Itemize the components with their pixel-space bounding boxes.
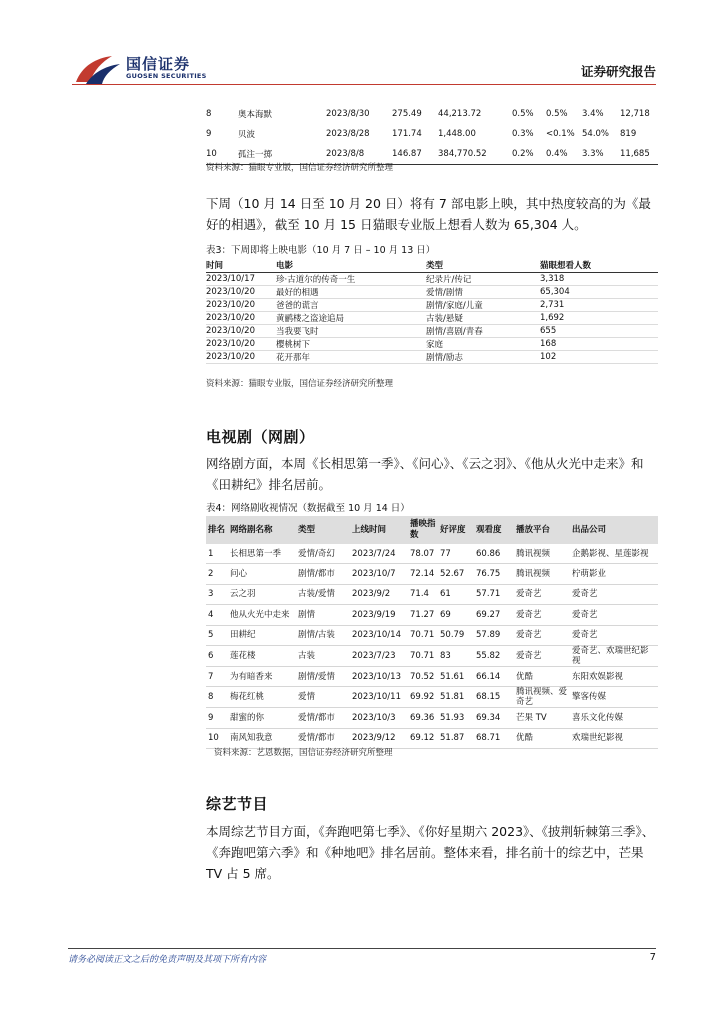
- table-cell: 69.36: [408, 708, 438, 728]
- column-header: 播放平台: [514, 516, 570, 544]
- table-cell: 71.27: [408, 605, 438, 625]
- table-row: [206, 605, 658, 625]
- table-cell: 问心: [228, 564, 296, 584]
- table-cell: 剧情/爱情: [296, 666, 350, 686]
- column-header: 排名: [206, 516, 228, 544]
- column-header: 好评度: [438, 516, 474, 544]
- logo-english-name: GUOSEN SECURITIES: [126, 72, 207, 80]
- table-row: [206, 124, 658, 144]
- table-cell: 2023/10/11: [350, 687, 408, 708]
- table-cell: <0.1%: [546, 129, 575, 139]
- table-cell: 甜蜜的你: [228, 708, 296, 728]
- table-cell: 4: [206, 605, 228, 625]
- table-cell: 69: [438, 605, 474, 625]
- table-cell: 61: [438, 584, 474, 604]
- table-cell: 2023/7/23: [350, 645, 408, 666]
- logo-mark-icon: [72, 52, 122, 86]
- table-cell: 腾讯视频: [514, 564, 570, 584]
- table-cell: 0.2%: [512, 149, 534, 159]
- table4-source: 资料来源：艺恩数据，国信证券经济研究所整理: [214, 748, 393, 758]
- table-row: [206, 299, 658, 312]
- table-cell: 剧情/家庭/儿童: [426, 299, 540, 312]
- table-cell: 剧情: [296, 605, 350, 625]
- table-cell: 51.61: [438, 666, 474, 686]
- table-cell: 古装/悬疑: [426, 312, 540, 325]
- table-cell: 樱桃树下: [276, 338, 426, 351]
- table-cell: 55.82: [474, 645, 514, 666]
- table-cell: 欢瑞世纪影视: [570, 728, 658, 748]
- table-cell: 优酷: [514, 728, 570, 748]
- table-cell: 69.27: [474, 605, 514, 625]
- table-cell: 76.75: [474, 564, 514, 584]
- table-row: [206, 273, 658, 286]
- table-cell: 5: [206, 625, 228, 645]
- table-cell: 0.5%: [512, 109, 534, 119]
- table-cell: 2023/10/7: [350, 564, 408, 584]
- table-row: [206, 645, 658, 666]
- table-cell: 9: [206, 129, 212, 139]
- variety-section-paragraph: 本周综艺节目方面，《奔跑吧第七季》、《你好星期六 2023》、《披荆斩棘第三季》、《奔跑吧第六季》和《种地吧》排名居前。整体来看，排名前十的综艺中，芒果 TV 占 5 席。: [206, 824, 655, 881]
- table-cell: 云之羽: [228, 584, 296, 604]
- table-cell: 0.3%: [512, 129, 534, 139]
- table-cell: 古装/爱情: [296, 584, 350, 604]
- table-cell: 爱奇艺、欢瑞世纪影视: [570, 645, 658, 666]
- footer-disclaimer: 请务必阅读正文之后的免责声明及其项下所有内容: [68, 955, 267, 965]
- table-cell: 爱情/剧情: [426, 286, 540, 299]
- table-row: [206, 286, 658, 299]
- table-row: [206, 338, 658, 351]
- table-cell: 54.0%: [582, 129, 610, 139]
- table-cell: 69.12: [408, 728, 438, 748]
- table-row: [206, 666, 658, 686]
- tv-section-title: 电视剧（网剧）: [206, 428, 315, 446]
- table-cell: 3: [206, 584, 228, 604]
- column-header: 播映指数: [408, 516, 438, 544]
- table-cell: 爸爸的谎言: [276, 299, 426, 312]
- column-header: 类型: [426, 258, 540, 273]
- table-cell: 51.81: [438, 687, 474, 708]
- table-cell: 纪录片/传记: [426, 273, 540, 286]
- column-header: 出品公司: [570, 516, 658, 544]
- table-cell: 爱奇艺: [514, 584, 570, 604]
- table-cell: 83: [438, 645, 474, 666]
- table-cell: 喜乐文化传媒: [570, 708, 658, 728]
- table-cell: 为有暗香来: [228, 666, 296, 686]
- table-cell: 8: [206, 109, 212, 119]
- table-cell: 田耕纪: [228, 625, 296, 645]
- web-drama-ratings-table: [206, 516, 658, 749]
- table-cell: 168: [540, 338, 658, 351]
- page-number: 7: [649, 952, 656, 963]
- table-cell: 77: [438, 544, 474, 564]
- table-cell: 南风知我意: [228, 728, 296, 748]
- table-cell: 2023/10/20: [206, 312, 276, 325]
- table-cell: 长相思第一季: [228, 544, 296, 564]
- table-cell: 44,213.72: [438, 109, 482, 119]
- table-cell: 3.4%: [582, 109, 604, 119]
- table-cell: 171.74: [392, 129, 422, 139]
- table-cell: 他从火光中走来: [228, 605, 296, 625]
- table-cell: 0.4%: [546, 149, 568, 159]
- table-cell: 66.14: [474, 666, 514, 686]
- table-cell: 655: [540, 325, 658, 338]
- table-cell: 78.07: [408, 544, 438, 564]
- table-cell: 60.86: [474, 544, 514, 564]
- table-cell: 51.87: [438, 728, 474, 748]
- table-cell: 柠萌影业: [570, 564, 658, 584]
- table-cell: 爱情/都市: [296, 728, 350, 748]
- table-cell: 10: [206, 149, 217, 159]
- table-cell: 11,685: [620, 149, 650, 159]
- table-row: [206, 687, 658, 708]
- table-cell: 275.49: [392, 109, 422, 119]
- table-cell: 2023/9/19: [350, 605, 408, 625]
- table-cell: 1,692: [540, 312, 658, 325]
- table-cell: 57.71: [474, 584, 514, 604]
- table-row: [206, 351, 658, 364]
- footer-divider: [68, 948, 656, 949]
- table-cell: 2023/8/28: [326, 129, 370, 139]
- table-cell: 莲花楼: [228, 645, 296, 666]
- table-cell: 102: [540, 351, 658, 364]
- table-cell: 2: [206, 564, 228, 584]
- table-cell: 52.67: [438, 564, 474, 584]
- table-cell: 腾讯视频、爱奇艺: [514, 687, 570, 708]
- table-cell: 1,448.00: [438, 129, 476, 139]
- table-cell: 2023/10/14: [350, 625, 408, 645]
- table3-caption: 表3：下周即将上映电影（10 月 7 日 – 10 月 13 日）: [206, 245, 436, 256]
- table3-source: 资料来源：猫眼专业版，国信证券经济研究所整理: [206, 379, 394, 389]
- table-cell: 71.4: [408, 584, 438, 604]
- table-cell: 2,731: [540, 299, 658, 312]
- table4-caption: 表4：网络剧收视情况（数据截至 10 月 14 日）: [206, 503, 410, 514]
- table-cell: 51.93: [438, 708, 474, 728]
- column-header: 时间: [206, 258, 276, 273]
- table-cell: 企鹅影视、星莲影视: [570, 544, 658, 564]
- logo-chinese-name: 国信证券: [126, 55, 191, 73]
- table-cell: 爱奇艺: [514, 645, 570, 666]
- table-cell: 2023/9/12: [350, 728, 408, 748]
- table-cell: 69.34: [474, 708, 514, 728]
- table-row: [206, 564, 658, 584]
- table-cell: 8: [206, 687, 228, 708]
- table-cell: 爱情/都市: [296, 708, 350, 728]
- table-cell: 家庭: [426, 338, 540, 351]
- table-cell: 68.71: [474, 728, 514, 748]
- table-cell: 当我要飞时: [276, 325, 426, 338]
- table-cell: 腾讯视频: [514, 544, 570, 564]
- table-cell: 东阳欢娱影视: [570, 666, 658, 686]
- table-cell: 2023/10/20: [206, 299, 276, 312]
- table-cell: 古装: [296, 645, 350, 666]
- table-cell: 68.15: [474, 687, 514, 708]
- column-header: 猫眼想看人数: [540, 258, 658, 273]
- upcoming-movies-table: [206, 258, 658, 364]
- column-header: 网络剧名称: [228, 516, 296, 544]
- header-divider: [72, 84, 656, 85]
- table-row: [206, 708, 658, 728]
- table-cell: 最好的相遇: [276, 286, 426, 299]
- table-cell: 2023/10/13: [350, 666, 408, 686]
- table-row: [206, 584, 658, 604]
- table-cell: 擎客传媒: [570, 687, 658, 708]
- table-cell: 剧情/励志: [426, 351, 540, 364]
- table-cell: 珍·古道尔的传奇一生: [276, 273, 426, 286]
- table-cell: 2023/10/20: [206, 351, 276, 364]
- table-cell: 384,770.52: [438, 149, 487, 159]
- tv-section-paragraph: 网络剧方面，本周《长相思第一季》、《问心》、《云之羽》、《他从火光中走来》和《田耕纪》排名居前。: [206, 456, 644, 492]
- column-header: 上线时间: [350, 516, 408, 544]
- box-office-table: [206, 104, 658, 165]
- company-logo: [72, 52, 232, 88]
- box-office-source: 资料来源：猫眼专业版，国信证券经济研究所整理: [206, 163, 394, 173]
- table-cell: 2023/10/20: [206, 325, 276, 338]
- table-cell: 50.79: [438, 625, 474, 645]
- table-cell: 花开那年: [276, 351, 426, 364]
- column-header: 类型: [296, 516, 350, 544]
- table-cell: 爱情: [296, 687, 350, 708]
- table-cell: 72.14: [408, 564, 438, 584]
- table-cell: 2023/7/24: [350, 544, 408, 564]
- table-cell: 2023/10/20: [206, 338, 276, 351]
- table-cell: 黄鹂楼之盗途追局: [276, 312, 426, 325]
- table-cell: 爱奇艺: [570, 625, 658, 645]
- table-cell: 爱情/奇幻: [296, 544, 350, 564]
- column-header: 电影: [276, 258, 426, 273]
- table-cell: 剧情/古装: [296, 625, 350, 645]
- table-cell: 7: [206, 666, 228, 686]
- table-cell: 146.87: [392, 149, 422, 159]
- column-header: 观看度: [474, 516, 514, 544]
- table-cell: 10: [206, 728, 228, 748]
- table-cell: 69.92: [408, 687, 438, 708]
- table-cell: 0.5%: [546, 109, 568, 119]
- table-cell: 2023/8/30: [326, 109, 370, 119]
- table-cell: 2023/8/8: [326, 149, 365, 159]
- table-cell: 2023/10/20: [206, 286, 276, 299]
- table-row: [206, 325, 658, 338]
- table-cell: 12,718: [620, 109, 650, 119]
- table-cell: 剧情/喜剧/青春: [426, 325, 540, 338]
- table-cell: 3,318: [540, 273, 658, 286]
- table-cell: 2023/9/2: [350, 584, 408, 604]
- upcoming-movies-paragraph: 下周（10 月 14 日至 10 月 20 日）将有 7 部电影上映，其中热度较高的为《最好的相遇》，截至 10 月 15 日猫眼专业版上想看人数为 65,304 人。: [206, 196, 651, 232]
- table-cell: 3.3%: [582, 149, 604, 159]
- table-cell: 爱奇艺: [570, 605, 658, 625]
- variety-section-title: 综艺节目: [206, 795, 269, 813]
- table-cell: 爱奇艺: [514, 625, 570, 645]
- table-cell: 爱奇艺: [514, 605, 570, 625]
- table-cell: 奥本海默: [238, 110, 273, 120]
- table-cell: 70.71: [408, 625, 438, 645]
- table-row: [206, 104, 658, 124]
- table-cell: 65,304: [540, 286, 658, 299]
- table-cell: 爱奇艺: [570, 584, 658, 604]
- table-row: [206, 544, 658, 564]
- table-cell: 剧情/都市: [296, 564, 350, 584]
- table-cell: 芒果 TV: [514, 708, 570, 728]
- table-cell: 57.89: [474, 625, 514, 645]
- table-cell: 1: [206, 544, 228, 564]
- table-cell: 梅花红桃: [228, 687, 296, 708]
- report-type-label: 证券研究报告: [580, 64, 656, 79]
- table-cell: 2023/10/3: [350, 708, 408, 728]
- table-cell: 70.71: [408, 645, 438, 666]
- table-row: [206, 625, 658, 645]
- table-row: [206, 312, 658, 325]
- table-cell: 孤注一掷: [238, 150, 273, 160]
- table-cell: 优酷: [514, 666, 570, 686]
- table-cell: 70.52: [408, 666, 438, 686]
- table-cell: 6: [206, 645, 228, 666]
- table-cell: 贝波: [238, 130, 256, 140]
- table-cell: 2023/10/17: [206, 273, 276, 286]
- table-cell: 9: [206, 708, 228, 728]
- table-cell: 819: [620, 129, 637, 139]
